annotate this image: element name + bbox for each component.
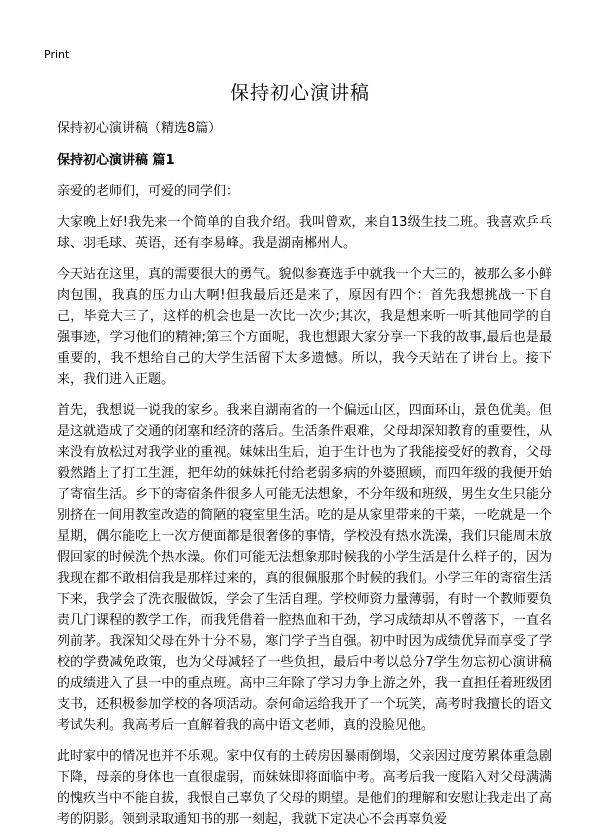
paragraph-introduction: 大家晚上好!我先来一个简单的自我介绍。我叫曾欢，来自13级生技二班。我喜欢乒乓球、羽毛球、英语，还有李易峰。我是湖南郴州人。 — [57, 215, 552, 251]
section-heading: 保持初心演讲稿 篇1 — [57, 153, 175, 168]
document-body — [57, 118, 552, 840]
paragraph-hometown: 首先，我想说一说我的家乡。我来自湖南省的一个偏远山区，四面环山，景色优美。但是这就造成了交通的闭塞和经济的落后。生活条件艰难，父母却深知教育的重要性，从来没有放松过对我学业的重视。妹妹出生后，迫于生计也为了我能接受好的教育，父母毅然踏上了打工生涯，把年幼的妹妹托付给老弱多病的外婆照顾，而四年级的我便开始了寄宿生活。乡下的寄宿条件很多人可能无法想象，不分年级和班级，男生女生只能分别挤在一间用教室改造的简陋的寝室里生活。吃的是从家里带来的干菜，一吃就是一个星期，偶尔能吃上一次方便面都是很奢侈的事情，学校没有热水洗澡，我们只能周末放假回家的时候洗个热水澡。你们可能无法想象那时候我的小学生活是什么样子的，因为我现在都不敢相信我是那样过来的，真的很佩服那个时候的我们。小学三年的寄宿生活下来，我学会了洗衣服做饭，学会了生活自理。学校师资力量薄弱，有时一个教师要负责几门课程的教学工作，而我凭借着一腔热血和干劲，学习成绩却从不曾落下，一直名列前茅。我深知父母在外十分不易，寒门学子当自强。初中时因为成绩优异而享受了学校的学费减免政策，也为父母减轻了一些负担，最后中考以总分7学生勿忘初心演讲稿的成绩进入了县一中的重点班。高中三年除了学习力争上游之外，我一直担任着班级团支书，还积极参加学校的各项活动。奈何命运给我开了一个玩笑，高考时我擅长的语文考试失利。我高考后一直解着我的高中语文老师，真的没脸见他。 — [57, 403, 552, 733]
page-title: 保持初心演讲稿 — [229, 82, 370, 104]
paragraph-family: 此时家中的情况也并不乐观。家中仅有的土砖房因暴雨倒塌，父亲因过度劳累体重急剧下降，母亲的身体也一直很虚弱，而妹妹即将面临中考。高考后我一度陷入对父母满满的愧疚当中不能自拔，我恨自己辜负了父母的期望。是他们的理解和安慰让我走出了高考的阴影。领到录取通知书的那一刻起，我就下定决心不会再辜负爱 — [57, 749, 552, 827]
paragraph-greeting: 亲爱的老师们，可爱的同学们： — [57, 184, 240, 199]
paragraph-reasons: 今天站在这里，真的需要很大的勇气。貌似参赛选手中就我一个大三的，被那么多小鲜肉包围，我真的压力山大啊!但我最后还是来了，原因有四个：首先我想挑战一下自己，毕竟大三了，这样的机会也是一次比一次少;其次，我是想来听一听其他同学的自强事迹，学习他们的精神;第三个方面呢，我也想跟大家分享一下我的故事,最后也是最重要的，我不想给自己的大学生活留下太多遗憾。所以，我今天站在了讲台上。接下来，我们进入正题。 — [57, 267, 552, 387]
print-label[interactable]: Print — [44, 48, 70, 61]
document-subtitle: 保持初心演讲稿（精选8篇） — [57, 121, 222, 136]
